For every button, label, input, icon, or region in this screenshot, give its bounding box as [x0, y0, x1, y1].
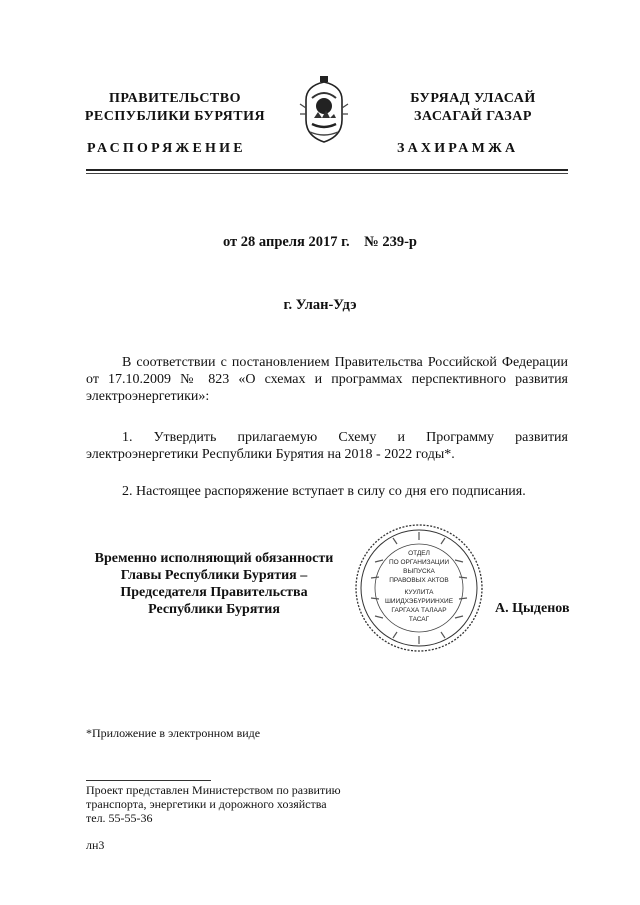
stamp-text-3: ВЫПУСКА	[403, 568, 435, 575]
official-stamp	[353, 522, 485, 654]
stamp-text-8: ТАСАГ	[408, 616, 430, 623]
header-divider-thin	[86, 173, 568, 174]
document-number: № 239-р	[364, 234, 417, 250]
signatory-title	[80, 550, 348, 618]
paragraph-item-1: 1. Утвердить прилагаемую Схему и Программу развития электроэнергетики Республики Бурятия на 2018 - 2022 годы*.	[86, 430, 568, 462]
stamp-text-7: ГАРГАХА ТАЛААР	[391, 607, 447, 614]
signatory-name: А. Цыденов	[495, 601, 570, 616]
header-left-block	[75, 90, 275, 126]
header-left-line-1: ПРАВИТЕЛЬСТВО	[109, 91, 241, 106]
header-right-line-2: ЗАСАГАЙ ГАЗАР	[414, 109, 532, 124]
signatory-title-line-4: Республики Бурятия	[148, 602, 280, 617]
header-divider-thick	[86, 169, 568, 171]
attachment-note: *Приложение в электронном виде	[86, 726, 261, 740]
header-right-line-1: БУРЯАД УЛАСАЙ	[410, 91, 536, 106]
document-code: лн3	[86, 838, 105, 852]
header-left-line-2: РЕСПУБЛИКИ БУРЯТИЯ	[84, 109, 266, 124]
footer-block	[86, 783, 341, 825]
signatory-title-line-2: Главы Республики Бурятия –	[120, 568, 308, 583]
date-number-line	[0, 234, 640, 251]
paragraph-item-2: 2. Настоящее распоряжение вступает в силу со дня его подписания.	[122, 484, 526, 499]
paragraph-preamble: В соответствии с постановлением Правительства Российской Федерации от 17.10.2009 № 823 «О схемах и программах перспективного развития электроэнергетики»:	[86, 355, 568, 404]
coat-of-arms-emblem	[296, 74, 352, 146]
doc-type-bua: ЗАХИРАМЖА	[397, 141, 519, 156]
signatory-title-line-1: Временно исполняющий обязанности	[94, 551, 334, 566]
stamp-text-5: КУУЛИТА	[404, 589, 434, 596]
document-city: г. Улан-Удэ	[283, 297, 357, 313]
footer-divider	[86, 780, 211, 781]
document-date: от 28 апреля 2017 г.	[223, 234, 350, 250]
stamp-text-1: ОТДЕЛ	[408, 550, 430, 557]
footer-line-1: Проект представлен Министерством по развитию	[86, 783, 341, 797]
signatory-title-line-3: Председателя Правительства	[120, 585, 308, 600]
footer-line-2: транспорта, энергетики и дорожного хозяйства	[86, 797, 327, 811]
stamp-text-4: ПРАВОВЫХ АКТОВ	[389, 577, 449, 584]
header-right-block	[373, 90, 573, 126]
footer-line-3: тел. 55-55-36	[86, 811, 153, 825]
stamp-text-2: ПО ОРГАНИЗАЦИИ	[388, 559, 450, 566]
doc-type-ru: РАСПОРЯЖЕНИЕ	[87, 141, 246, 156]
stamp-text-6: ШИИДХЭБҮРИИНХИЕ	[384, 598, 454, 605]
